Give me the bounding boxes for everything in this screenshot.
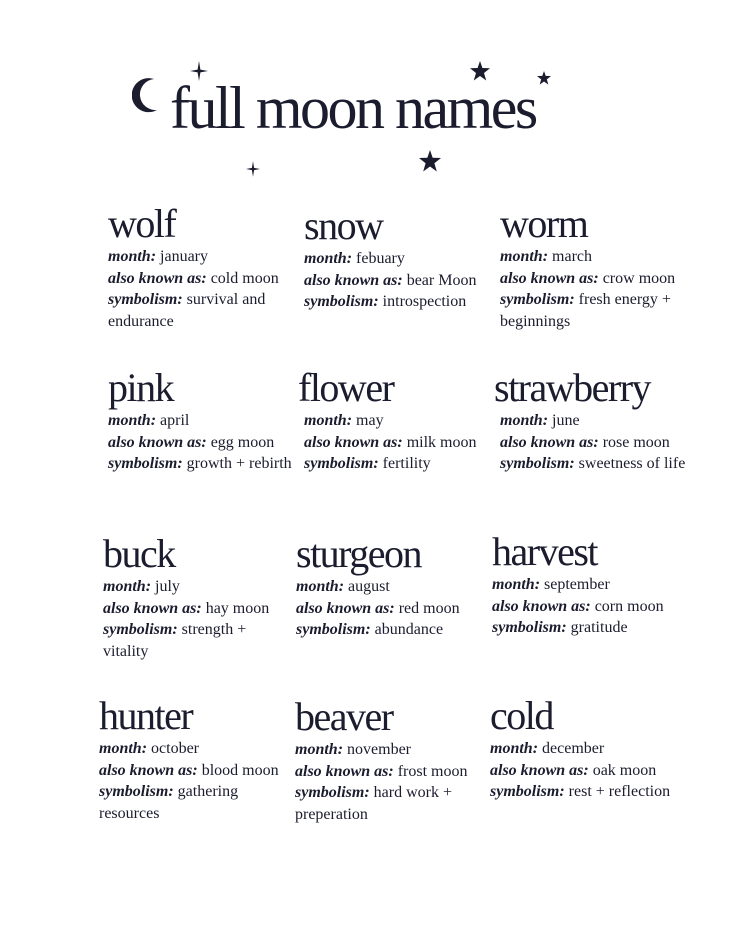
aka-label: also known as: [500, 269, 599, 287]
moon-name: cold [490, 693, 553, 738]
symbolism-value: strength + vitality [103, 621, 247, 660]
moon-month [500, 410, 694, 432]
aka-label: also known as: [500, 433, 599, 451]
symbolism-label: symbolism: [296, 621, 371, 638]
moon-symbolism [490, 781, 690, 803]
moon-month [99, 738, 284, 760]
month-label: month: [490, 740, 539, 757]
moon-aka [500, 432, 694, 454]
aka-value: cold moon [210, 269, 279, 287]
moon-symbolism [500, 289, 700, 332]
moon-entry-snow [304, 203, 494, 313]
moon-entry-flower [298, 365, 494, 475]
symbolism-label: symbolism: [108, 291, 183, 308]
symbolism-value: gratitude [570, 619, 628, 636]
month-label: month: [500, 248, 549, 265]
symbolism-value: growth + rebirth [186, 455, 292, 472]
moon-name: worm [500, 201, 588, 246]
moon-name: pink [108, 365, 174, 410]
symbolism-value: abundance [374, 621, 444, 638]
moon-entry-pink [108, 365, 300, 475]
month-value: june [552, 412, 580, 429]
symbolism-label: symbolism: [500, 455, 575, 472]
moon-month [304, 248, 494, 270]
month-value: febuary [356, 250, 405, 267]
moon-aka [500, 268, 700, 290]
symbolism-label: symbolism: [304, 293, 379, 310]
month-label: month: [108, 248, 157, 265]
symbolism-value: hard work + preperation [295, 784, 453, 823]
moon-aka [295, 761, 480, 783]
moon-symbolism [99, 781, 284, 824]
moon-symbolism [500, 453, 694, 475]
aka-label: also known as: [99, 761, 198, 779]
month-value: august [348, 578, 390, 595]
month-value: december [542, 740, 605, 757]
moon-month [492, 574, 692, 596]
moon-month [296, 576, 490, 598]
aka-value: corn moon [594, 597, 664, 615]
moon-symbolism [108, 453, 300, 475]
moon-name: snow [304, 203, 383, 248]
moon-name: buck [103, 531, 175, 576]
moon-aka [103, 598, 293, 620]
aka-value: red moon [398, 599, 460, 617]
symbolism-label: symbolism: [492, 619, 567, 636]
moon-name: sturgeon [296, 531, 422, 576]
month-value: november [347, 741, 411, 758]
moon-month [500, 246, 700, 268]
month-value: september [544, 576, 610, 593]
month-value: january [160, 248, 208, 265]
moon-month [103, 576, 293, 598]
aka-label: also known as: [103, 599, 202, 617]
moon-symbolism [304, 453, 494, 475]
month-value: july [155, 578, 180, 595]
aka-label: also known as: [296, 599, 395, 617]
symbolism-label: symbolism: [103, 621, 178, 638]
moon-aka [304, 432, 494, 454]
aka-value: rose moon [602, 433, 670, 451]
moon-entry-buck [103, 531, 293, 662]
symbolism-label: symbolism: [500, 291, 575, 308]
month-label: month: [500, 412, 549, 429]
moon-entry-worm [500, 201, 700, 332]
moon-month [108, 246, 300, 268]
moon-entry-harvest [492, 529, 692, 639]
moon-symbolism [296, 619, 490, 641]
month-label: month: [103, 578, 152, 595]
moon-name: wolf [108, 201, 176, 246]
moon-entry-hunter [99, 693, 284, 824]
symbolism-value: introspection [382, 293, 467, 310]
star-icon [246, 160, 260, 178]
crescent-moon-icon [132, 76, 162, 116]
aka-value: bear Moon [406, 271, 477, 289]
moon-symbolism [103, 619, 293, 662]
moon-entry-sturgeon [296, 531, 490, 641]
month-label: month: [295, 741, 344, 758]
month-value: may [356, 412, 384, 429]
moon-entry-beaver [295, 694, 480, 825]
aka-label: also known as: [295, 762, 394, 780]
moon-aka [492, 596, 692, 618]
moon-month [108, 410, 300, 432]
symbolism-value: survival and endurance [108, 291, 266, 330]
symbolism-label: symbolism: [108, 455, 183, 472]
moon-aka [99, 760, 284, 782]
symbolism-value: gathering resources [99, 783, 239, 822]
month-label: month: [108, 412, 157, 429]
symbolism-value: sweetness of life [578, 455, 686, 472]
moon-aka [304, 270, 494, 292]
aka-value: hay moon [205, 599, 270, 617]
symbolism-value: fresh energy + beginnings [500, 291, 671, 330]
month-value: october [151, 740, 199, 757]
star-icon [537, 71, 551, 85]
moon-entry-cold [490, 693, 690, 803]
moon-symbolism [295, 782, 480, 825]
aka-label: also known as: [304, 271, 403, 289]
moon-name: flower [298, 365, 394, 410]
aka-value: egg moon [210, 433, 275, 451]
aka-label: also known as: [304, 433, 403, 451]
moon-name: harvest [492, 529, 598, 574]
symbolism-label: symbolism: [490, 783, 565, 800]
moon-aka [490, 760, 690, 782]
moon-entry-wolf [108, 201, 300, 332]
month-value: march [552, 248, 592, 265]
moon-name: hunter [99, 693, 193, 738]
moon-aka [108, 268, 300, 290]
aka-value: blood moon [201, 761, 279, 779]
moon-month [295, 739, 480, 761]
moon-name: beaver [295, 694, 393, 739]
aka-value: crow moon [602, 269, 676, 287]
month-value: april [160, 412, 190, 429]
moon-entry-strawberry [494, 365, 694, 475]
star-icon [419, 150, 441, 172]
aka-label: also known as: [490, 761, 589, 779]
moon-symbolism [304, 291, 494, 313]
symbolism-value: rest + reflection [568, 783, 671, 800]
moon-name: strawberry [494, 365, 651, 410]
month-label: month: [296, 578, 345, 595]
aka-label: also known as: [108, 433, 207, 451]
moon-aka [108, 432, 300, 454]
symbolism-value: fertility [382, 455, 431, 472]
symbolism-label: symbolism: [99, 783, 174, 800]
symbolism-label: symbolism: [295, 784, 370, 801]
moon-month [490, 738, 690, 760]
aka-value: frost moon [397, 762, 468, 780]
month-label: month: [99, 740, 148, 757]
moon-symbolism [492, 617, 692, 639]
aka-label: also known as: [492, 597, 591, 615]
moon-symbolism [108, 289, 300, 332]
month-label: month: [304, 412, 353, 429]
aka-label: also known as: [108, 269, 207, 287]
aka-value: milk moon [406, 433, 477, 451]
page-title: full moon names [170, 75, 536, 141]
month-label: month: [304, 250, 353, 267]
aka-value: oak moon [592, 761, 657, 779]
symbolism-label: symbolism: [304, 455, 379, 472]
month-label: month: [492, 576, 541, 593]
moon-aka [296, 598, 490, 620]
moon-month [304, 410, 494, 432]
